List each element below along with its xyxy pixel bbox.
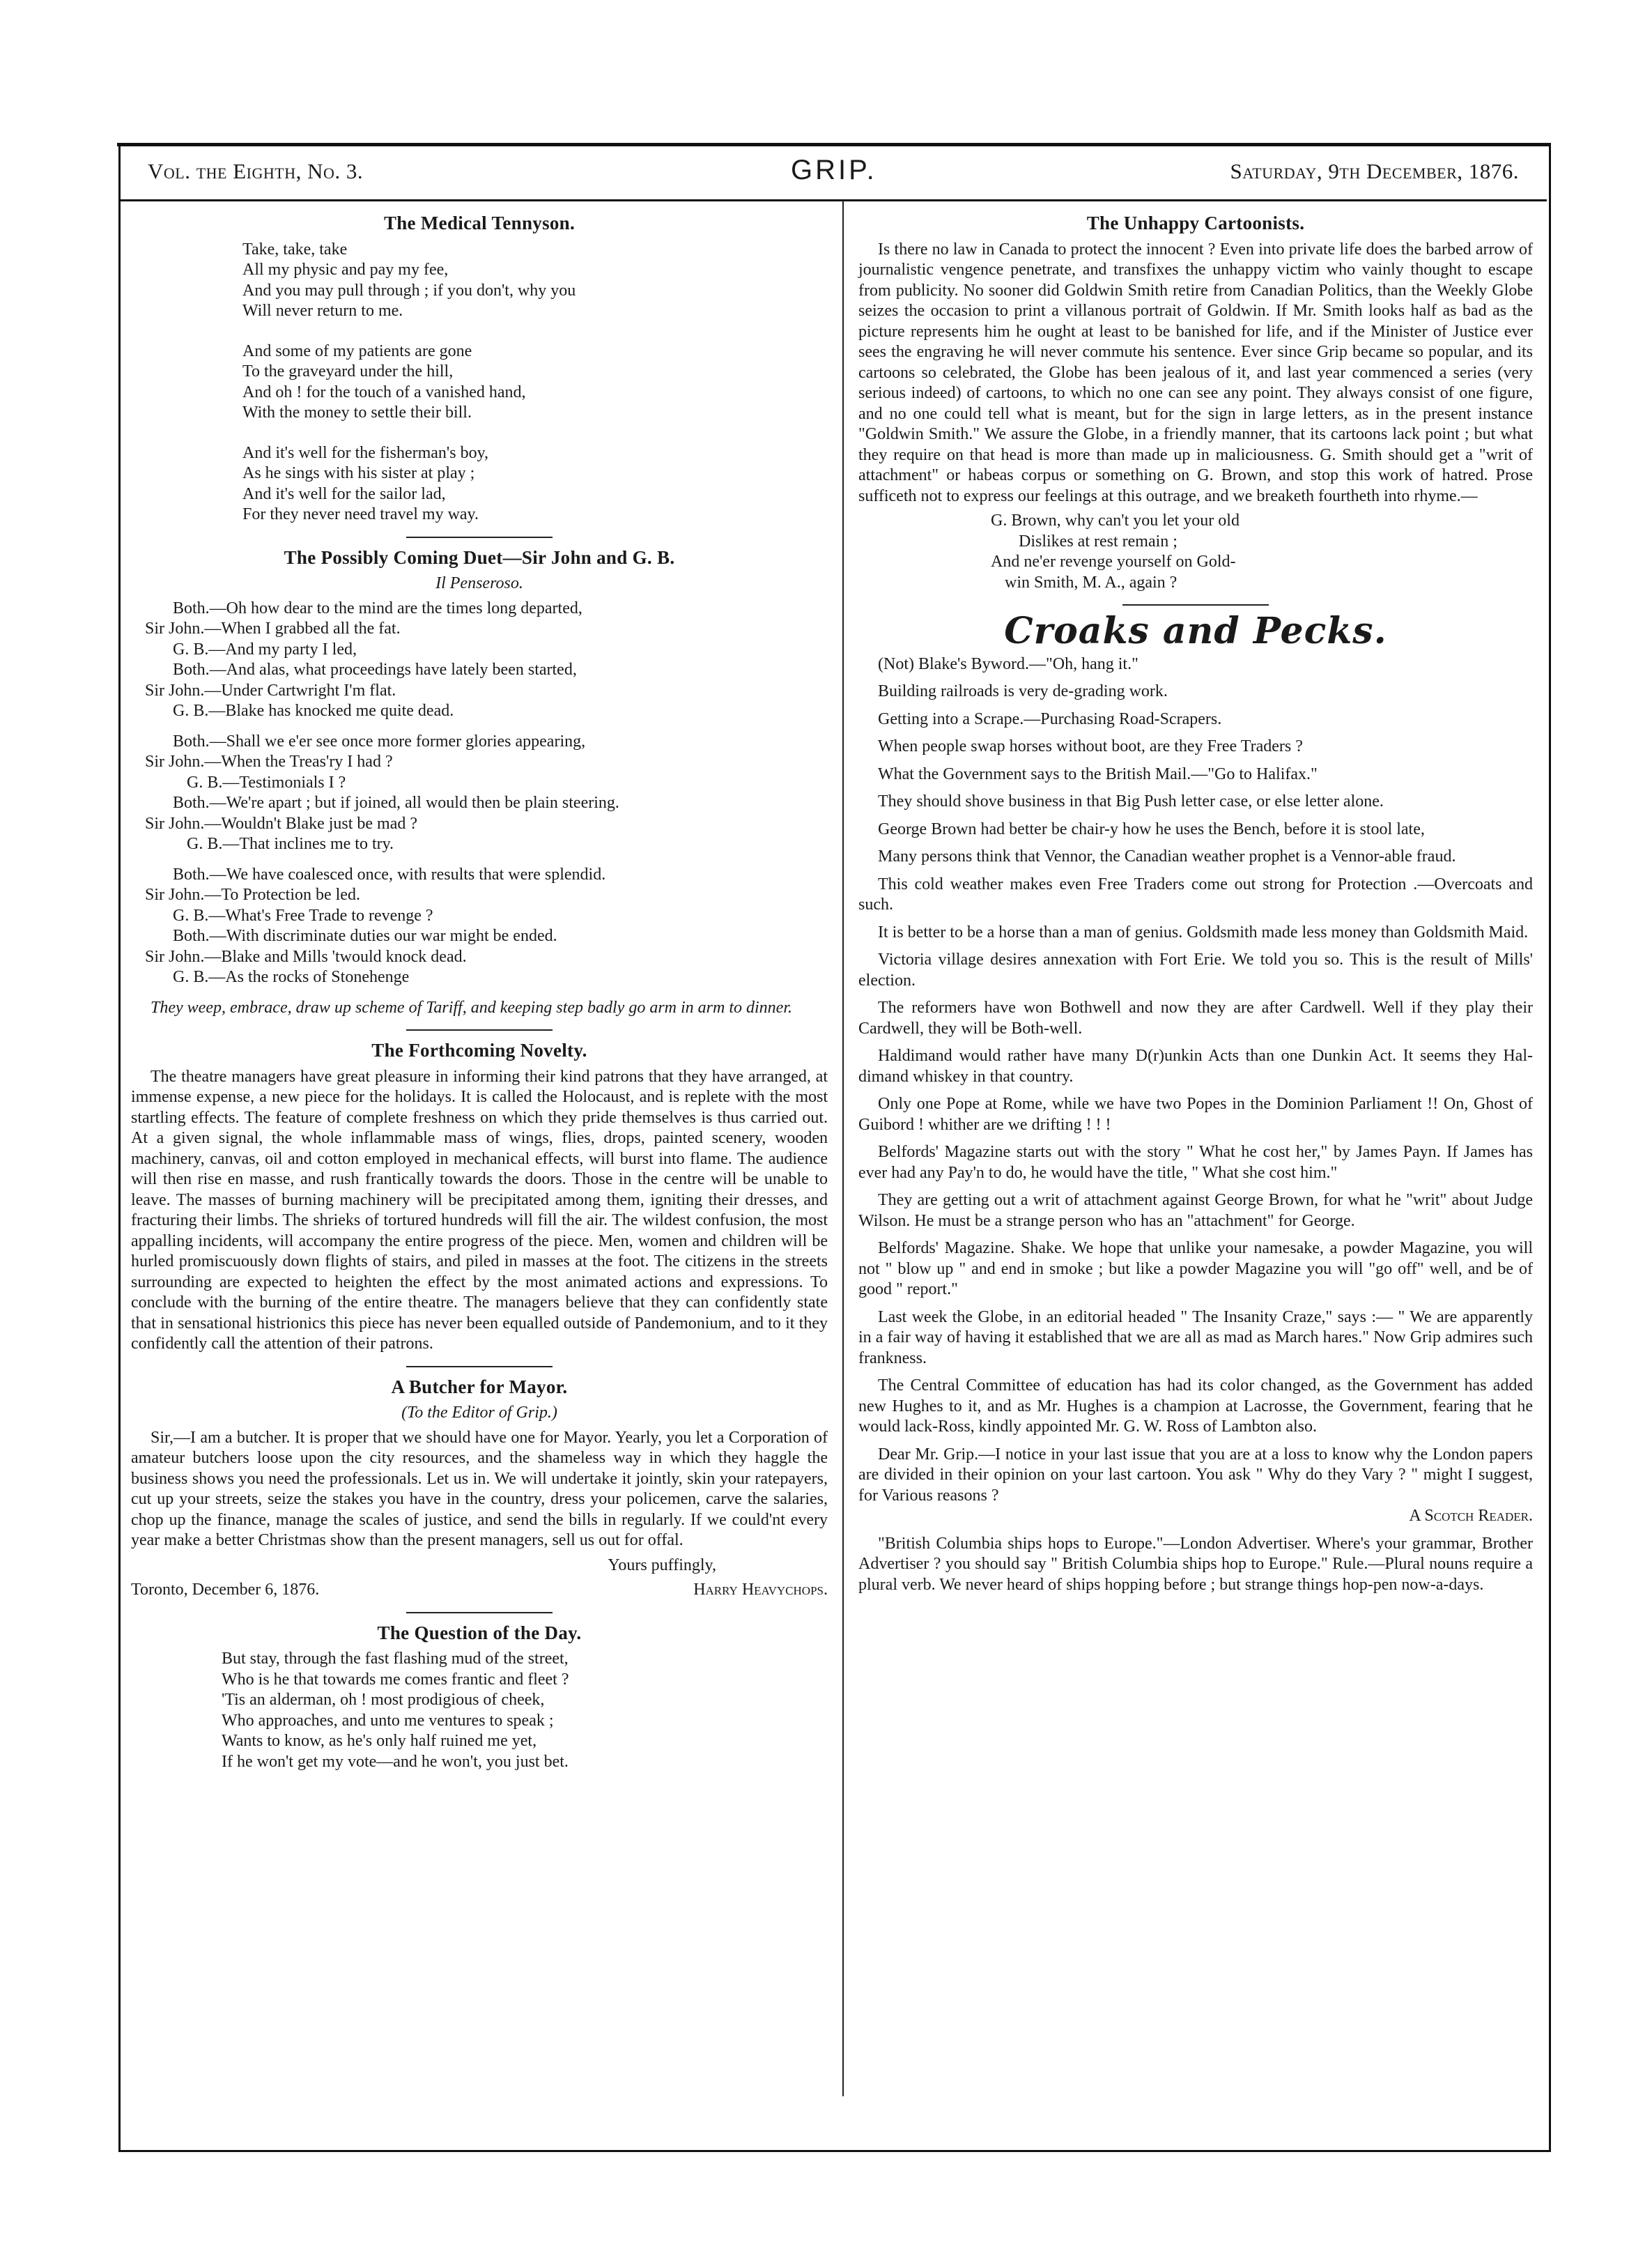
croak-item: They should shove business in that Big Push letter case, or else letter alone. (878, 792, 1384, 811)
croak-item: When people swap horses without boot, are they Free Traders ? (878, 737, 1303, 755)
letter-signature-row (131, 1580, 828, 1601)
letter-closing: Yours puffingly, (608, 1556, 716, 1574)
dialogue-line: Sir John.—Under Cartwright I'm flat. (145, 681, 396, 700)
croak-item: The reformers have won Bothwell and now they are after Cardwell. Well if they play their Cardwell, they will be Both-well. (858, 999, 1533, 1038)
article-title: The Unhappy Cartoonists. (1086, 213, 1305, 233)
dialogue-line: Sir John.—Wouldn't Blake just be mad ? (145, 814, 418, 833)
verse-line: And ne'er revenge yourself on Gold- (991, 553, 1236, 571)
article-question-of-the-day (131, 1623, 828, 1773)
article-subtitle: Il Penseroso. (435, 574, 523, 592)
poem (222, 1649, 828, 1772)
croak-item: They are getting out a writ of attachment against George Brown, for what he "writ" about Judge Wilson. He must be a strange person who has an "attachment" for George. (858, 1191, 1533, 1230)
article-unhappy-cartoonists (858, 213, 1533, 593)
dialogue-line: G. B.—And my party I led, (173, 640, 357, 659)
croak-item: Dear Mr. Grip.—I notice in your last issue that you are at a loss to know why the London papers are divided in their opinion on your last cartoon. You ask " Why do they Vary ? " might I suggest, for Various reasons ? (858, 1445, 1533, 1505)
article-duet (131, 548, 828, 1019)
poem (991, 511, 1533, 593)
dialogue-line: Both.—With discriminate duties our war might be ended. (173, 927, 557, 945)
croak-item: It is better to be a horse than a man of genius. Goldsmith made less money than Goldsmith Maid. (878, 923, 1529, 942)
verse-line: Who is he that towards me comes frantic and fleet ? (222, 1670, 569, 1689)
verse-line: Will never return to me. (242, 302, 403, 320)
article-medical-tennyson (131, 213, 828, 525)
dialogue-line: Sir John.—When I grabbed all the fat. (145, 620, 401, 638)
dialogue-line: Sir John.—Blake and Mills 'twould knock dead. (145, 947, 467, 966)
article-title: The Question of the Day. (377, 1622, 582, 1643)
issue-date: Saturday, 9th December, 1876. (1230, 159, 1519, 183)
verse-line: As he sings with his sister at play ; (242, 464, 475, 482)
article-forthcoming-novelty (131, 1040, 828, 1355)
croak-item: (Not) Blake's Byword.—"Oh, hang it." (878, 654, 1138, 673)
verse-line: All my physic and pay my fee, (242, 261, 449, 279)
stanza (242, 240, 828, 322)
dialogue-line: G. B.—Blake has knocked me quite dead. (173, 702, 454, 720)
verse-line: Who approaches, and unto me ventures to speak ; (222, 1711, 554, 1730)
publication-title: GRIP. (791, 155, 877, 185)
article-title: The Forthcoming Novelty. (371, 1040, 587, 1061)
verse-line: With the money to settle their bill. (242, 404, 472, 422)
left-column (131, 209, 828, 1772)
croak-item: Many persons think that Vennor, the Canadian weather prophet is a Vennor-able fraud. (878, 847, 1456, 866)
poem (242, 240, 828, 525)
croak-item: George Brown had better be chair-y how he uses the Bench, before it is stool late, (878, 820, 1425, 838)
dialogue-group (145, 732, 828, 855)
verse-line: Wants to know, as he's only half ruined me yet, (222, 1732, 537, 1750)
dialogue-line: Sir John.—When the Treas'ry I had ? (145, 753, 393, 771)
article-butcher-for-mayor (131, 1377, 828, 1601)
section-divider (406, 1366, 553, 1367)
section-divider (406, 1612, 553, 1613)
croak-item: Belfords' Magazine. Shake. We hope that unlike your namesake, a powder Magazine, you will not " blow up " and end in smoke ; but like a powder Magazine you will "go off" well, and be of good " report." (858, 1239, 1533, 1298)
dialogue-line: G. B.—What's Free Trade to revenge ? (173, 906, 433, 925)
section-divider (406, 537, 553, 538)
right-column (858, 209, 1533, 1602)
verse-line: G. Brown, why can't you let your old (991, 512, 1240, 530)
section-title: Croaks and Pecks. (1004, 610, 1387, 652)
verse-line: But stay, through the fast flashing mud of the street, (222, 1650, 569, 1668)
dialogue-line: Both.—We're apart ; but if joined, all would then be plain steering. (173, 794, 619, 812)
verse-line: And some of my patients are gone (242, 341, 472, 360)
dialogue-line: Both.—We have coalesced once, with results that were splendid. (173, 865, 606, 884)
article-body: The theatre managers have great pleasure in informing their kind patrons that they have arranged, at immense expense, a new piece for the holidays. It is called the Holocaust, and is replete with the most startling effects. The feature of complete freshness on which they pride themselves is thus carried out. At a given signal, the whole inflammable mass of wings, flies, drops, painted scenery, wooden machinery, canvas, oil and cotton employed in mechanical effects, will burst into flame. The audience will then rise en masse, and rush frantically towards the doors. Those in the centre will be unable to leave. The masses of burning machinery will be precipitated among them, igniting their dresses, and fracturing their limbs. The shrieks of tortured hundreds will fill the air. The wildest confusion, the most appalling incidents, will accompany the entire progress of the piece. Men, women and children will be hurled promiscuously down flights of stairs, and piled in masses at the foot. The citizens in the streets surrounding are expected to heighten the effect by the most animated actions and expressions. To conclude with the burning of the entire theatre. The managers believe that they can confidently state that in sensational histrionics this piece has never been equalled outside of Pandemonium, and to it they confidently call the attention of their patrons. (131, 1067, 828, 1353)
dialogue-line: Both.—Oh how dear to the mind are the times long departed, (173, 599, 582, 617)
column-croaks-and-pecks (858, 610, 1533, 1595)
croak-item: Building railroads is very de-grading work. (878, 682, 1168, 700)
stanza (242, 341, 828, 424)
article-title: The Possibly Coming Duet—Sir John and G. B. (284, 546, 675, 568)
croak-item: Victoria village desires annexation with Fort Erie. We told you so. This is the result of Mills' election. (858, 951, 1533, 990)
verse-line: And it's well for the fisherman's boy, (242, 443, 489, 462)
verse-line: Take, take, take (242, 240, 348, 259)
verse-line: If he won't get my vote—and he won't, you just bet. (222, 1752, 569, 1771)
dialogue-group (145, 865, 828, 988)
dialogue-group (145, 599, 828, 722)
article-subtitle: (To the Editor of Grip.) (401, 1404, 557, 1422)
dialogue-line: G. B.—As the rocks of Stonehenge (173, 968, 410, 986)
section-divider (406, 1029, 553, 1031)
section-divider (1122, 604, 1269, 606)
letter-signature: A Scotch Reader. (1409, 1507, 1533, 1525)
croak-item: "British Columbia ships hops to Europe."—London Advertiser. Where's your grammar, Brother Advertiser ? you should say " British Columbia ships hop to Europe." Rule.—Plural nouns require a plural verb. We never heard of ships hopping before ; but strange things hop-pen now-a-days. (858, 1534, 1533, 1594)
verse-line: For they never need travel my way. (242, 505, 479, 523)
masthead (139, 155, 1526, 190)
verse-line: 'Tis an alderman, oh ! most prodigious of cheek, (222, 1691, 545, 1709)
article-title: The Medical Tennyson. (383, 213, 576, 233)
dialogue-line: G. B.—That inclines me to try. (187, 835, 394, 853)
stage-direction: They weep, embrace, draw up scheme of Tariff, and keeping step badly go arm in arm to dinner. (150, 998, 793, 1017)
verse-line: Dislikes at rest remain ; (1019, 532, 1178, 551)
croak-item: The Central Committee of education has had its color changed, as the Government has added new Hughes to it, and as Mr. Hughes is a champion at Lacrosse, the Government, fearing that he would lack-Ross, kindly appointed Mr. G. W. Ross of Lambton also. (858, 1376, 1533, 1436)
header-rule (120, 199, 1547, 201)
verse-line: win Smith, M. A., again ? (1005, 573, 1178, 592)
croak-item: Belfords' Magazine starts out with the story " What he cost her," by James Payn. If James has ever had any Pay'n to do, he would have the title, " What she cost him." (858, 1143, 1533, 1182)
verse-line: And it's well for the sailor lad, (242, 484, 446, 503)
dialogue-line: Both.—Shall we e'er see once more former glories appearing, (173, 732, 586, 751)
verse-line: And oh ! for the touch of a vanished hand, (242, 383, 526, 401)
column-divider (842, 201, 844, 2096)
letter-signature: Harry Heavychops. (693, 1581, 828, 1599)
dialogue (145, 599, 828, 988)
verse-line: And you may pull through ; if you don't, why you (242, 281, 576, 300)
volume-number: Vol. the Eighth, No. 3. (148, 159, 364, 183)
croak-item: This cold weather makes even Free Traders come out strong for Protection .—Overcoats and such. (858, 875, 1533, 914)
letter-place-date: Toronto, December 6, 1876. (131, 1581, 320, 1599)
stanza (242, 443, 828, 525)
croak-item: Last week the Globe, in an editorial headed " The Insanity Craze," says :— " We are apparently in a fair way of having it established that we are all as mad as March hares." Now Grip admires such frankness. (858, 1307, 1533, 1367)
dialogue-line: Both.—And alas, what proceedings have lately been started, (173, 661, 577, 679)
croak-item: Haldimand would rather have many D(r)unkin Acts than one Dunkin Act. It seems they Hal-dimand whiskey in that country. (858, 1047, 1533, 1086)
article-title: A Butcher for Mayor. (391, 1376, 568, 1397)
croak-item: Getting into a Scrape.—Purchasing Road-Scrapers. (878, 709, 1222, 728)
dialogue-line: Sir John.—To Protection be led. (145, 886, 360, 904)
article-body: Sir,—I am a butcher. It is proper that we should have one for Mayor. Yearly, you let a Corporation of amateur butchers loose upon the city resources, and the shameless way in which they haggle the business shows you need the professionals. Let us in. We will undertake it jointly, skin your ratepayers, cut up your streets, seize the stakes you have in the country, dress your policemen, carve the salaries, chop up the finance, manage the scales of justice, and send the bills in regularly. If we could'nt every year make a better Christmas show than the present managers, sell us out for offal. (131, 1428, 828, 1549)
verse-line: To the graveyard under the hill, (242, 362, 454, 381)
croak-item: Only one Pope at Rome, while we have two Popes in the Dominion Parliament !! On, Ghost of Guibord ! whither are we drifting ! ! ! (858, 1095, 1533, 1134)
dialogue-line: G. B.—Testimonials I ? (187, 773, 346, 792)
croak-item: What the Government says to the British Mail.—"Go to Halifax." (878, 765, 1318, 783)
article-body: Is there no law in Canada to protect the innocent ? Even into private life does the barbed arrow of journalistic vengence penetrate, and transfixes the unhappy victim who vainly thought to escape from publicity. No sooner did Goldwin Smith retire from Canadian Politics, than the Weekly Globe seizes the occasion to print a villanous portrait of Goldwin. If Mr. Smith looks half as bad as the picture represents him he ought at least to be banished for life, and if the Minister of Justice ever sees the engraving he will never commute his sentence. Ever since Grip became so popular, and its cartoons so celebrated, the Globe has been jealous of it, and last year commenced a series (very serious indeed) of cartoons, to which no one can see any point. They always consist of one figure, and no one could tell what is meant, but for the sign in large letters, as in the present instance "Goldwin Smith." We assure the Globe, in a friendly manner, that its cartoons lack point ; but what they require on that head is more than made up in maliciousness. G. Smith should get a "writ of attachment" or habeas corpus or something on G. Brown, and stop this work of hatred. Prose sufficeth not to express our feelings at this outrage, and we breaketh fourtheth into rhyme.— (858, 240, 1533, 505)
